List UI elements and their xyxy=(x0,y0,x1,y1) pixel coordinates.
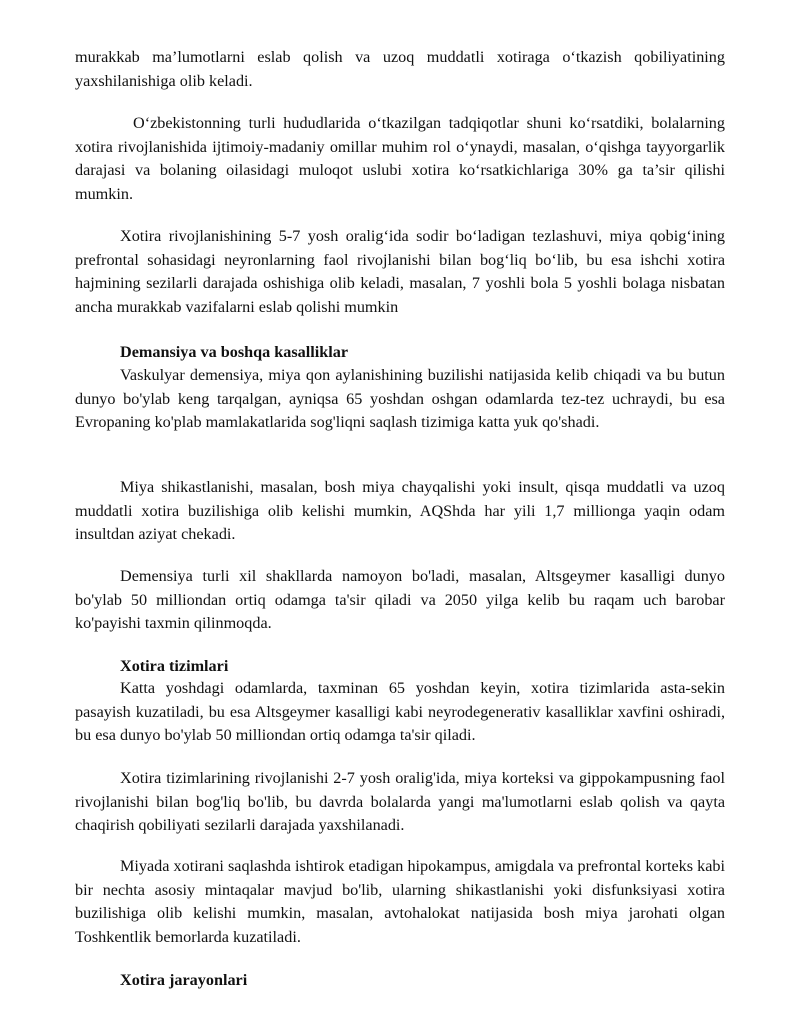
section-heading-memory-systems: Xotira tizimlari xyxy=(120,657,229,675)
section-heading-memory-processes: Xotira jarayonlari xyxy=(120,971,248,989)
paragraph-memory-acceleration: Xotira rivojlanishining 5-7 yosh oralig‘ida sodir bo‘ladigan tezlashuvi, miya qobig‘ining prefrontal sohasidagi neyronlarning faol rivojlanishi bilan bog‘liq bo‘lib, bu esa ishchi xotira hajmining sezilarli darajada oshishiga olib keladi, masalan, 7 yoshli bola 5 yoshli bolaga nisbatan ancha murakkab vazifalarni eslab qolishi mumkin xyxy=(75,227,725,317)
paragraph-memory-improvement: murakkab ma’lumotlarni eslab qolish va uzoq muddatli xotiraga o‘tkazish qobiliyatining yaxshilanishiga olib keladi. xyxy=(75,48,725,90)
paragraph-dementia-forms: Demensiya turli xil shakllarda namoyon bo'ladi, masalan, Altsgeymer kasalligi dunyo bo'ylab 50 milliondan ortiq odamga ta'sir qiladi va 2050 yilga kelib bu raqam uch barobar ko'payishi taxmin qilinmoqda. xyxy=(75,567,725,633)
paragraph-elderly-decline: Katta yoshdagi odamlarda, taxminan 65 yoshdan keyin, xotira tizimlarida asta-sekin pasayish kuzatiladi, bu esa Altsgeymer kasalligi kabi neyrodegenerativ kasalliklar xavfini oshiradi, bu esa dunyo bo'ylab 50 milliondan ortiq odamga ta'sir qiladi. xyxy=(75,679,725,745)
section-heading-dementia: Demansiya va boshqa kasalliklar xyxy=(120,343,349,361)
paragraph-brain-injury: Miya shikastlanishi, masalan, bosh miya chayqalishi yoki insult, qisqa muddatli va uzoq muddatli xotira buzilishiga olib kelishi mumkin, AQShda har yili 1,7 millionga yaqin odam insultdan aziyat chekadi. xyxy=(75,478,725,544)
paragraph-vascular-dementia: Vaskulyar demensiya, miya qon aylanishining buzilishi natijasida kelib chiqadi va bu butun dunyo bo'ylab keng tarqalgan, ayniqsa 65 yoshdan oshgan odamlarda tez-tez uchraydi, bu esa Evropaning ko'plab mamlakatlarida sog'liqni saqlash tizimiga katta yuk qo'shadi. xyxy=(75,366,725,432)
paragraph-memory-development: Xotira tizimlarining rivojlanishi 2-7 yosh oralig'ida, miya korteksi va gippokampusning faol rivojlanishi bilan bog'liq bo'lib, bu davrda bolalarda yangi ma'lumotlarni eslab qolish va qayta chaqirish qobiliyati sezilarli darajada yaxshilanadi. xyxy=(75,769,725,835)
paragraph-brain-regions: Miyada xotirani saqlashda ishtirok etadigan hipokampus, amigdala va prefrontal korteks kabi bir nechta asosiy mintaqalar mavjud bo'lib, ularning shikastlanishi yoki disfunksiyasi xotira buzilishiga olib kelishi mumkin, masalan, avtohalokat natijasida bosh miya jarohati olgan Toshkentlik bemorlarda kuzatiladi. xyxy=(75,857,725,947)
paragraph-uzbekistan-research: O‘zbekistonning turli hududlarida o‘tkazilgan tadqiqotlar shuni ko‘rsatdiki, bolalarning xotira rivojlanishida ijtimoiy-madaniy omillar muhim rol o‘ynaydi, masalan, o‘qishga tayyorgarlik darajasi va bolaning oilasidagi muloqot uslubi xotira ko‘rsatkichlariga 30% ga ta’sir qilishi mumkin. xyxy=(75,114,725,204)
